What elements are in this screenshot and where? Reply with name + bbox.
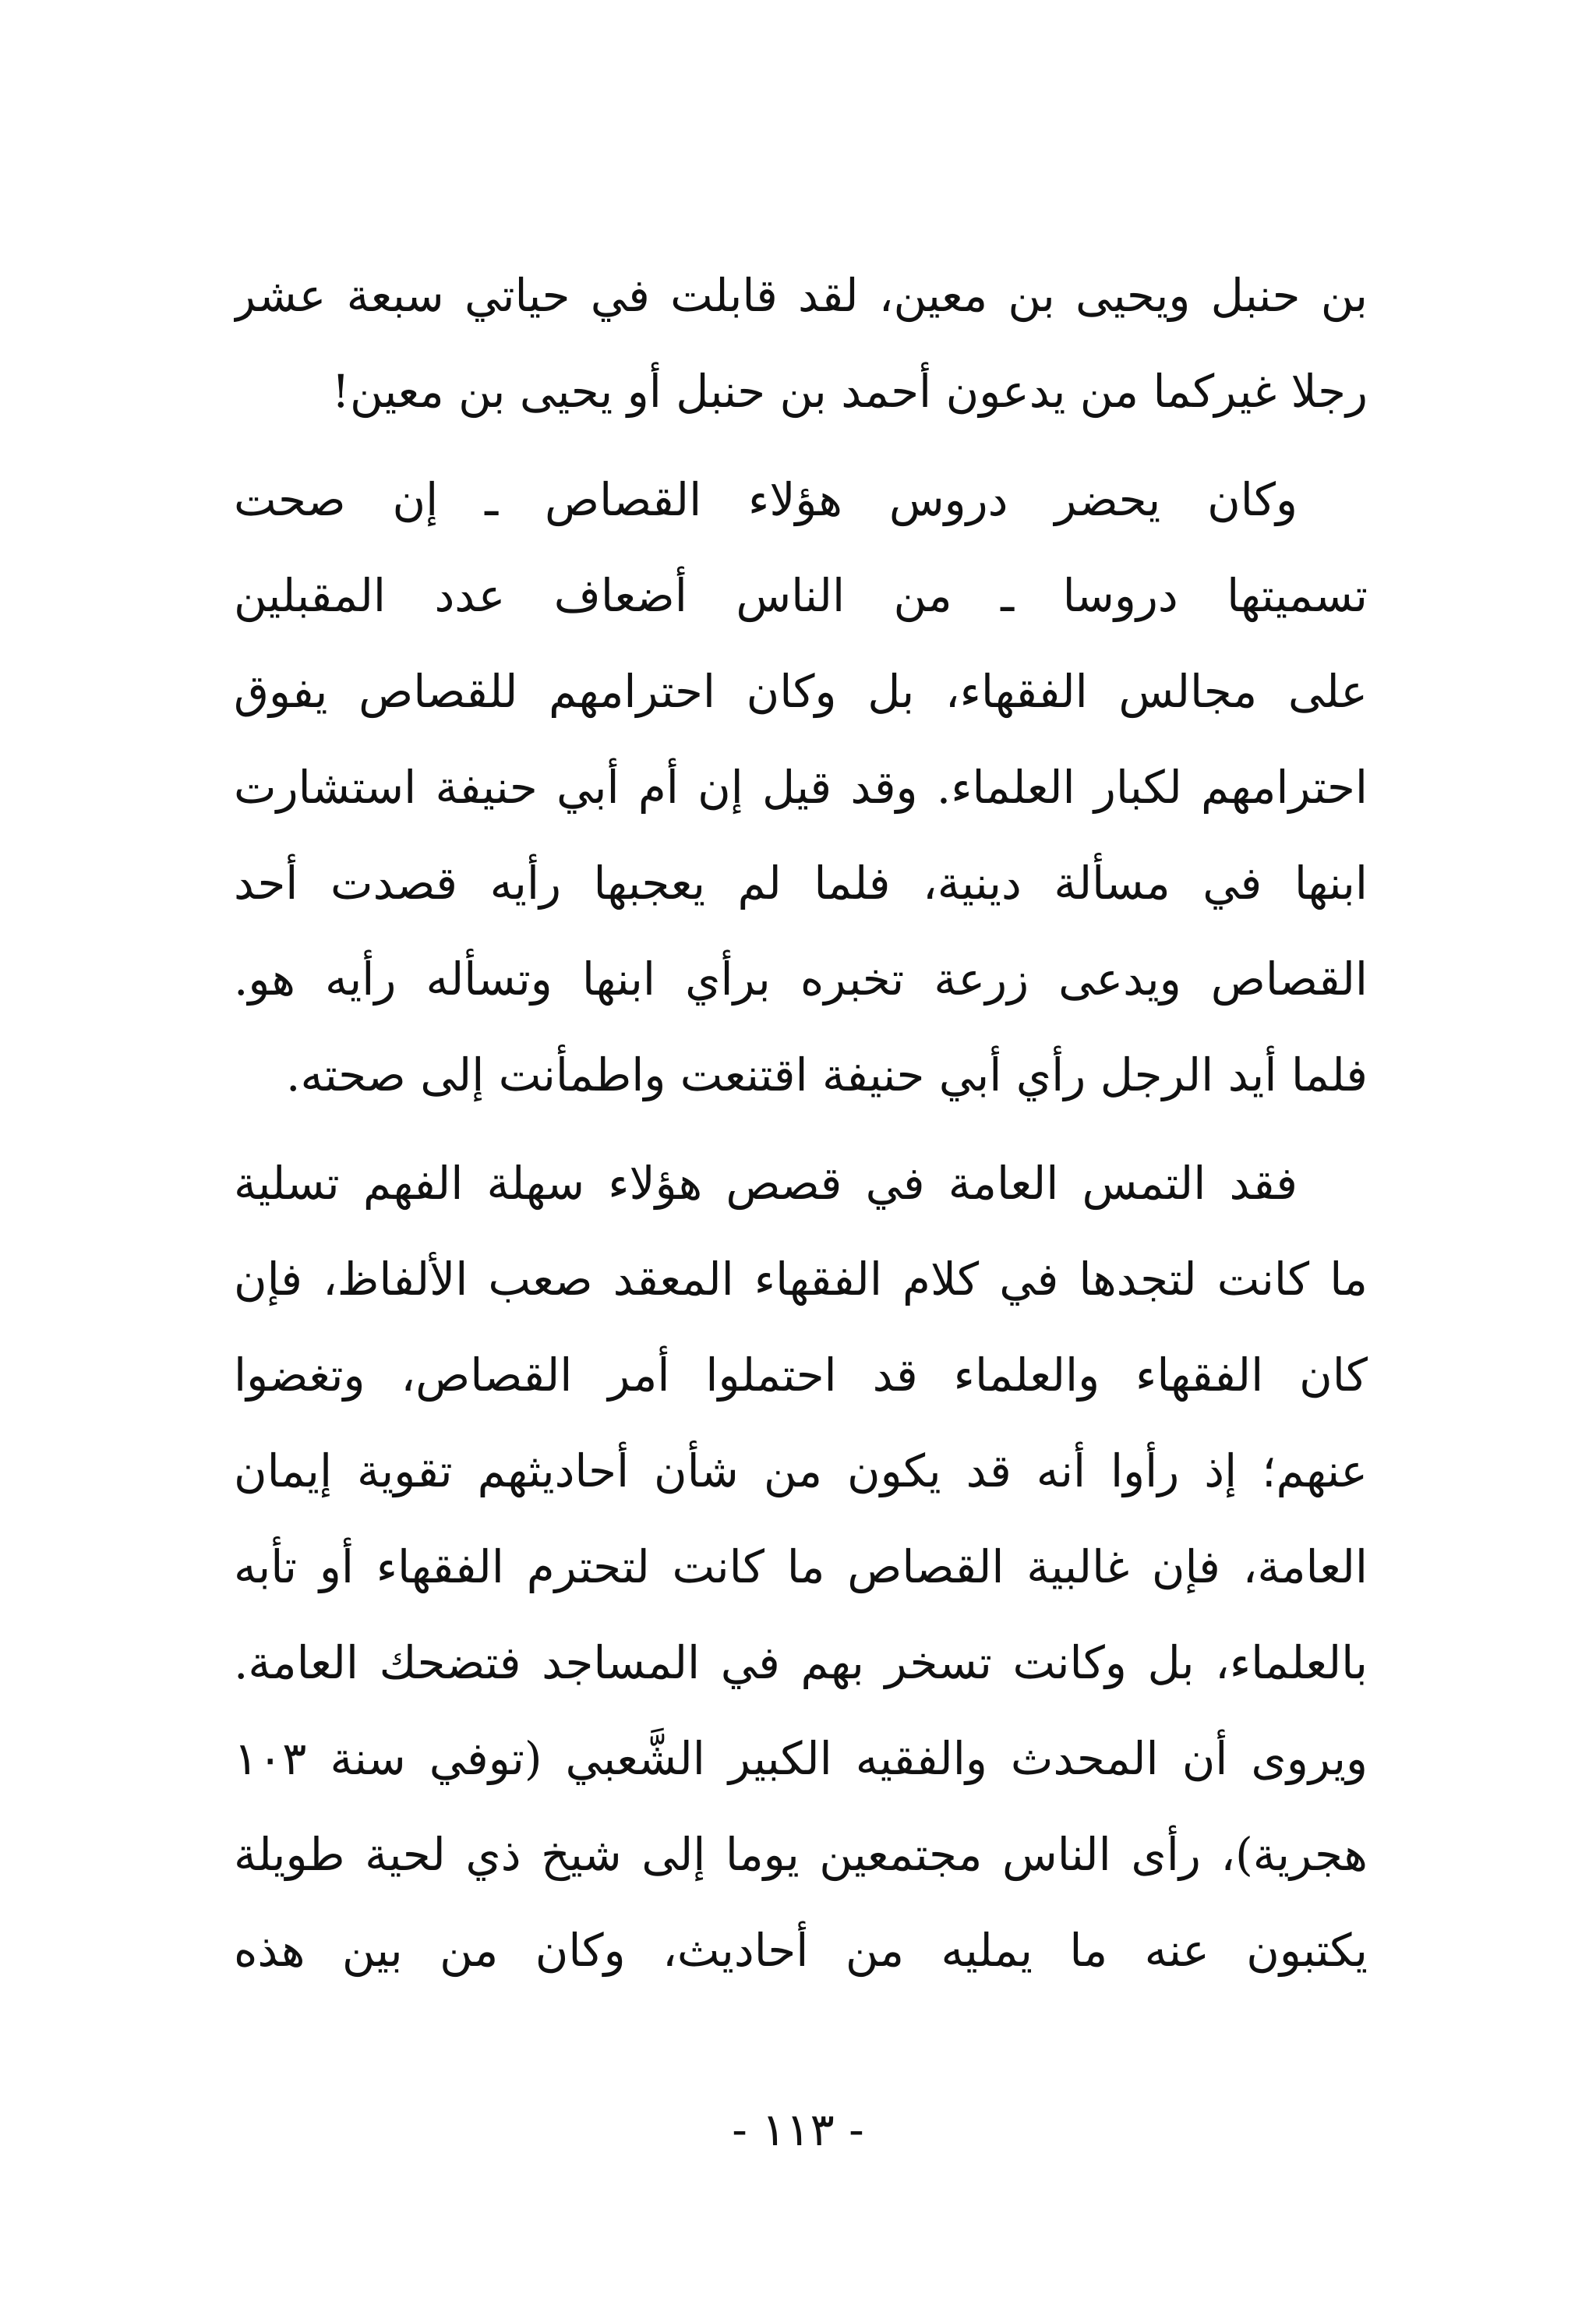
text-line: تسميتها دروسا ـ من الناس أضعاف عدد المقبلين xyxy=(234,569,1368,622)
text-line: العامة، فإن غالبية القصاص ما كانت لتحترم الفقهاء أو تأبه xyxy=(234,1540,1368,1593)
text-line: ابنها في مسألة دينية، فلما لم يعجبها رأيه قصدت أحد xyxy=(234,857,1368,910)
paragraph-3 xyxy=(234,1136,1368,1999)
text-line: كان الفقهاء والعلماء قد احتملوا أمر القصاص، وتغضوا xyxy=(234,1349,1368,1402)
text-line: عنهم؛ إذ رأوا أنه قد يكون من شأن أحاديثهم تقوية إيمان xyxy=(234,1444,1368,1497)
text-line: القصاص ويدعى زرعة تخبره برأي ابنها وتسأله رأيه هو. xyxy=(234,953,1368,1006)
text-line: رجلا غيركما من يدعون أحمد بن حنبل أو يحيى بن معين! xyxy=(331,365,1368,418)
text-line: هجرية)، رأى الناس مجتمعين يوما إلى شيخ ذي لحية طويلة xyxy=(234,1828,1368,1881)
text-line: على مجالس الفقهاء، بل وكان احترامهم للقصاص يفوق xyxy=(234,665,1368,718)
paragraph-1 xyxy=(234,248,1368,440)
page-number: - ١١٣ - xyxy=(732,2103,864,2156)
text-line: بالعلماء، بل وكانت تسخر بهم في المساجد فتضحك العامة. xyxy=(234,1636,1368,1689)
body-text xyxy=(234,248,1368,1999)
text-line: فقد التمس العامة في قصص هؤلاء سهلة الفهم تسلية xyxy=(234,1157,1298,1210)
text-line: وكان يحضر دروس هؤلاء القصاص ـ إن صحت xyxy=(234,473,1298,526)
paragraph-2 xyxy=(234,452,1368,1123)
text-line: فلما أيد الرجل رأي أبي حنيفة اقتنعت واطمأنت إلى صحته. xyxy=(286,1048,1368,1101)
text-line: ويروى أن المحدث والفقيه الكبير الشَّعبي (توفي سنة ١٠٣ xyxy=(234,1732,1368,1785)
text-line: ما كانت لتجدها في كلام الفقهاء المعقد صعب الألفاظ، فإن xyxy=(234,1253,1368,1306)
text-line: يكتبون عنه ما يمليه من أحاديث، وكان من بين هذه xyxy=(234,1924,1368,1977)
text-line: احترامهم لكبار العلماء. وقد قيل إن أم أبي حنيفة استشارت xyxy=(234,761,1368,814)
text-line: بن حنبل ويحيى بن معين، لقد قابلت في حياتي سبعة عشر xyxy=(234,269,1368,322)
